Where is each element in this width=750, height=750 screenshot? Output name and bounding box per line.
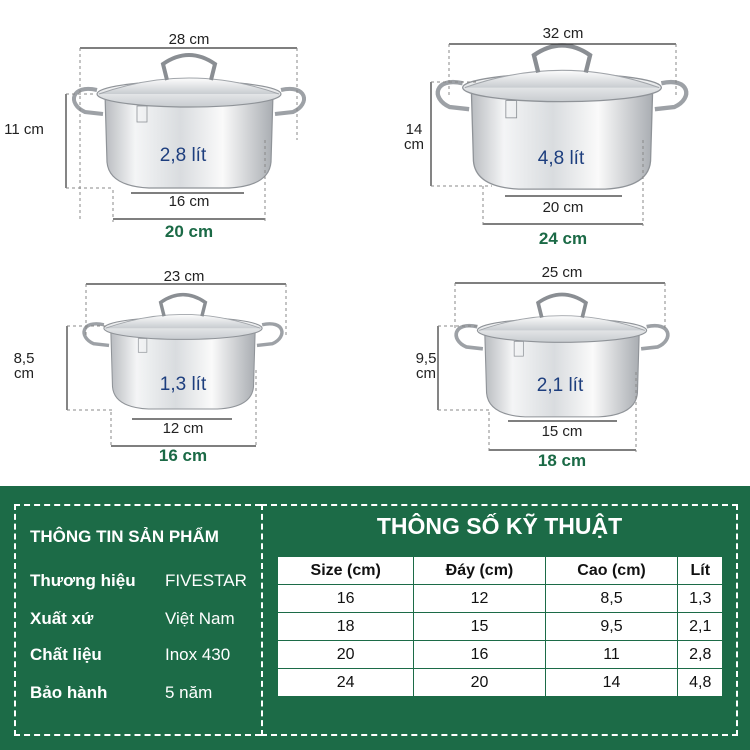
pot1-size: 20 cm [164, 222, 214, 241]
pot1-bottom-width: 16 cm [168, 193, 210, 210]
pot3-top-width: 23 cm [163, 268, 205, 285]
info-label: Thương hiệu [30, 571, 136, 590]
product-info-title: THÔNG TIN SẢN PHẨM [30, 527, 219, 546]
specs-header-row [278, 557, 723, 585]
cell: 8,5 [545, 585, 678, 613]
pot2-height: 14 cm [404, 121, 424, 153]
info-value: Việt Nam [165, 609, 235, 628]
cell: 20 [414, 669, 545, 697]
pot4-capacity: 2,1 lít [536, 375, 584, 396]
pot3-height: 8,5 cm [13, 350, 35, 382]
cell: 16 [414, 641, 545, 669]
pot4-bottom-width: 15 cm [541, 423, 583, 440]
cell: 24 [278, 669, 414, 697]
info-label: Xuất xứ [30, 609, 94, 628]
info-value: 5 năm [165, 683, 213, 702]
cell: 4,8 [678, 669, 723, 697]
pot3-bottom-width: 12 cm [162, 420, 204, 437]
cell: 9,5 [545, 613, 678, 641]
header-height: Cao (cm) [545, 557, 678, 585]
pot1-top-width: 28 cm [168, 31, 210, 48]
info-label: Chất liệu [30, 645, 102, 664]
info-value: FIVESTAR [165, 571, 247, 590]
pot2-size: 24 cm [538, 229, 588, 248]
pot1-height: 11 cm [4, 121, 44, 138]
pot4-top-width: 25 cm [541, 264, 583, 281]
header-size: Size (cm) [278, 557, 414, 585]
pot2-capacity: 4,8 lít [537, 148, 585, 169]
cell: 18 [278, 613, 414, 641]
cell: 2,8 [678, 641, 723, 669]
info-value: Inox 430 [165, 645, 231, 664]
cell: 14 [545, 669, 678, 697]
cell: 1,3 [678, 585, 723, 613]
table-row [278, 641, 723, 669]
cell: 12 [414, 585, 545, 613]
header-liters: Lít [678, 557, 723, 585]
pot2-bottom-width: 20 cm [542, 199, 584, 216]
specs-title: THÔNG SỐ KỸ THUẬT [376, 513, 623, 539]
cell: 16 [278, 585, 414, 613]
cell: 11 [545, 641, 678, 669]
pot4-size: 18 cm [537, 451, 587, 470]
cell: 20 [278, 641, 414, 669]
info-label: Bảo hành [30, 683, 108, 702]
pot2-top-width: 32 cm [542, 25, 584, 42]
header-bottom: Đáy (cm) [414, 557, 545, 585]
pot3-size: 16 cm [158, 446, 208, 465]
table-row [278, 669, 723, 697]
table-row [278, 585, 723, 613]
specs-table [277, 556, 723, 697]
cell: 2,1 [678, 613, 723, 641]
pot4-height: 9,5 cm [415, 350, 437, 382]
table-row [278, 613, 723, 641]
pot3-capacity: 1,3 lít [159, 374, 207, 395]
cell: 15 [414, 613, 545, 641]
pot1-capacity: 2,8 lít [159, 145, 207, 166]
